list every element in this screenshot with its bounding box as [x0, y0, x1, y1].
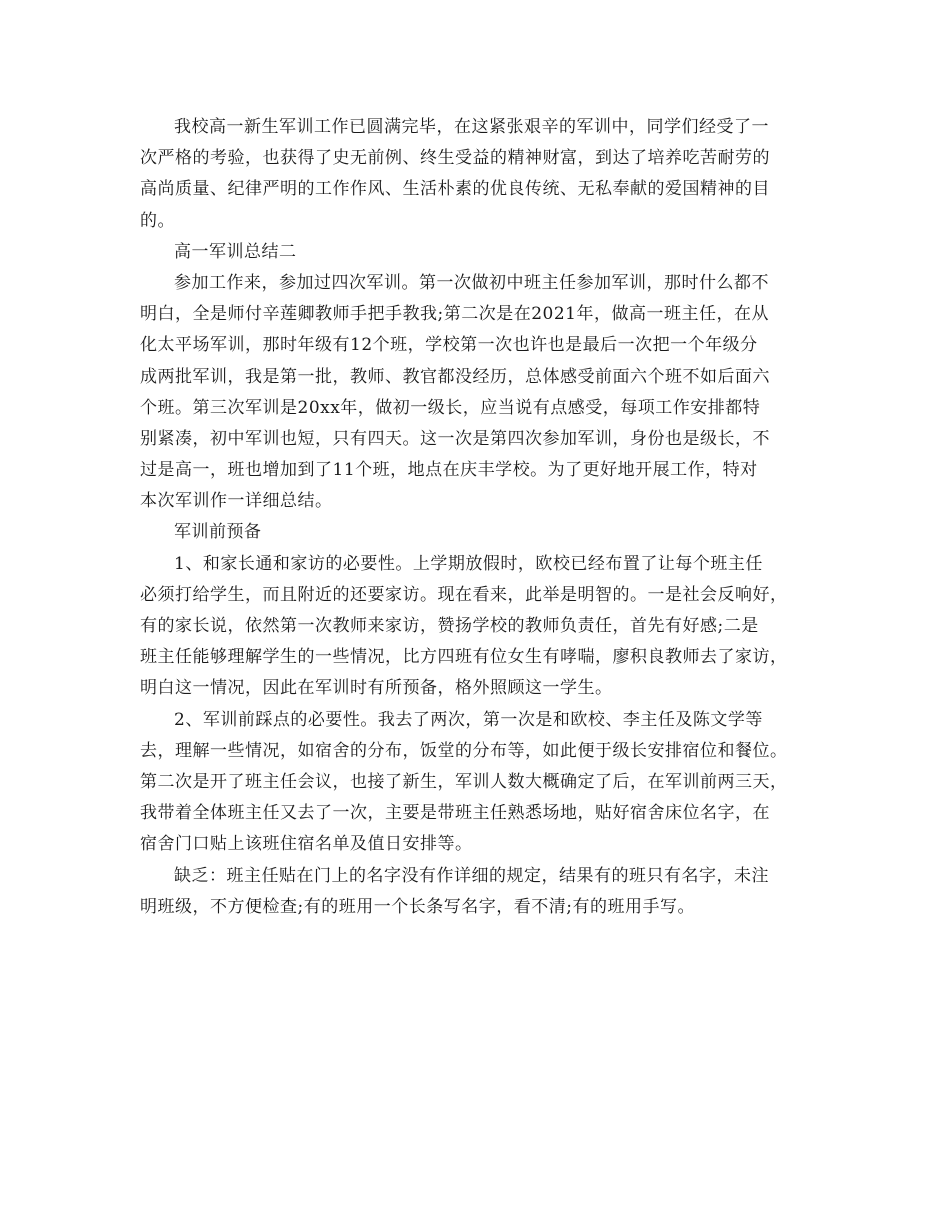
text-line: 明白，全是师付辛莲卿教师手把手教我;第二次是在2021年，做高一班主任，在从 — [140, 304, 769, 325]
text-line: 有的家长说，依然第一次教师来家访，赞扬学校的教师负责任，首先有好感;二是 — [140, 616, 759, 636]
text-line: 个班。第三次军训是20xx年，做初一级长，应当说有点感受，每项工作安排都特 — [140, 397, 761, 418]
text-line: 必须打给学生，而且附近的还要家访。现在看来，此举是明智的。一是社会反响好， — [140, 584, 788, 605]
text-line: 去，理解一些情况，如宿舍的分布，饭堂的分布等，如此便于级长安排宿位和餐位。 — [140, 740, 788, 761]
text-line: 军训前预备 — [174, 522, 262, 543]
text-line: 的。 — [140, 210, 175, 231]
text-line: 本次军训作一详细总结。 — [140, 491, 333, 512]
text-line: 2、军训前踩点的必要性。我去了两次，第一次是和欧校、李主任及陈文学等 — [174, 709, 763, 730]
text-line: 化太平场军训，那时年级有12个班，学校第一次也许也是最后一次把一个年级分 — [140, 335, 758, 356]
text-line: 明班级，不方便检查;有的班用一个长条写名字，看不清;有的班用手写。 — [140, 896, 695, 917]
text-line: 高一军训总结二 — [174, 241, 297, 262]
text-line: 第二次是开了班主任会议，也接了新生，军训人数大概确定了后，在军训前两三天， — [140, 771, 788, 792]
text-line: 成两批军训，我是第一批，教师、教官都没经历，总体感受前面六个班不如后面六 — [140, 366, 770, 387]
text-line: 高尚质量、纪律严明的工作作风、生活朴素的优良传统、无私奉献的爱国精神的目 — [140, 179, 770, 200]
document-body — [140, 112, 816, 923]
text-line: 次严格的考验，也获得了史无前例、终生受益的精神财富，到达了培养吃苦耐劳的 — [140, 148, 770, 169]
text-line: 过是高一，班也增加到了11个班，地点在庆丰学校。为了更好地开展工作，特对 — [140, 460, 758, 481]
text-line: 明白这一情况，因此在军训时有所预备，格外照顾这一学生。 — [140, 678, 613, 699]
text-line: 我带着全体班主任又去了一次，主要是带班主任熟悉场地，贴好宿舍床位名字，在 — [140, 803, 770, 824]
text-line: 1、和家长通和家访的必要性。上学期放假时，欧校已经布置了让每个班主任 — [174, 553, 763, 574]
text-line: 班主任能够理解学生的一些情况，比方四班有位女生有哮喘，廖积良教师去了家访， — [140, 647, 788, 668]
text-line: 别紧凑，初中军训也短，只有四天。这一次是第四次参加军训，身份也是级长，不 — [140, 428, 770, 449]
text-line: 缺乏：班主任贴在门上的名字没有作详细的规定，结果有的班只有名字，未注 — [174, 865, 769, 886]
text-line: 我校高一新生军训工作已圆满完毕，在这紧张艰辛的军训中，同学们经受了一 — [174, 117, 769, 137]
text-line: 宿舍门口贴上该班住宿名单及值日安排等。 — [140, 834, 473, 855]
text-line: 参加工作来，参加过四次军训。第一次做初中班主任参加军训，那时什么都不 — [174, 272, 769, 293]
